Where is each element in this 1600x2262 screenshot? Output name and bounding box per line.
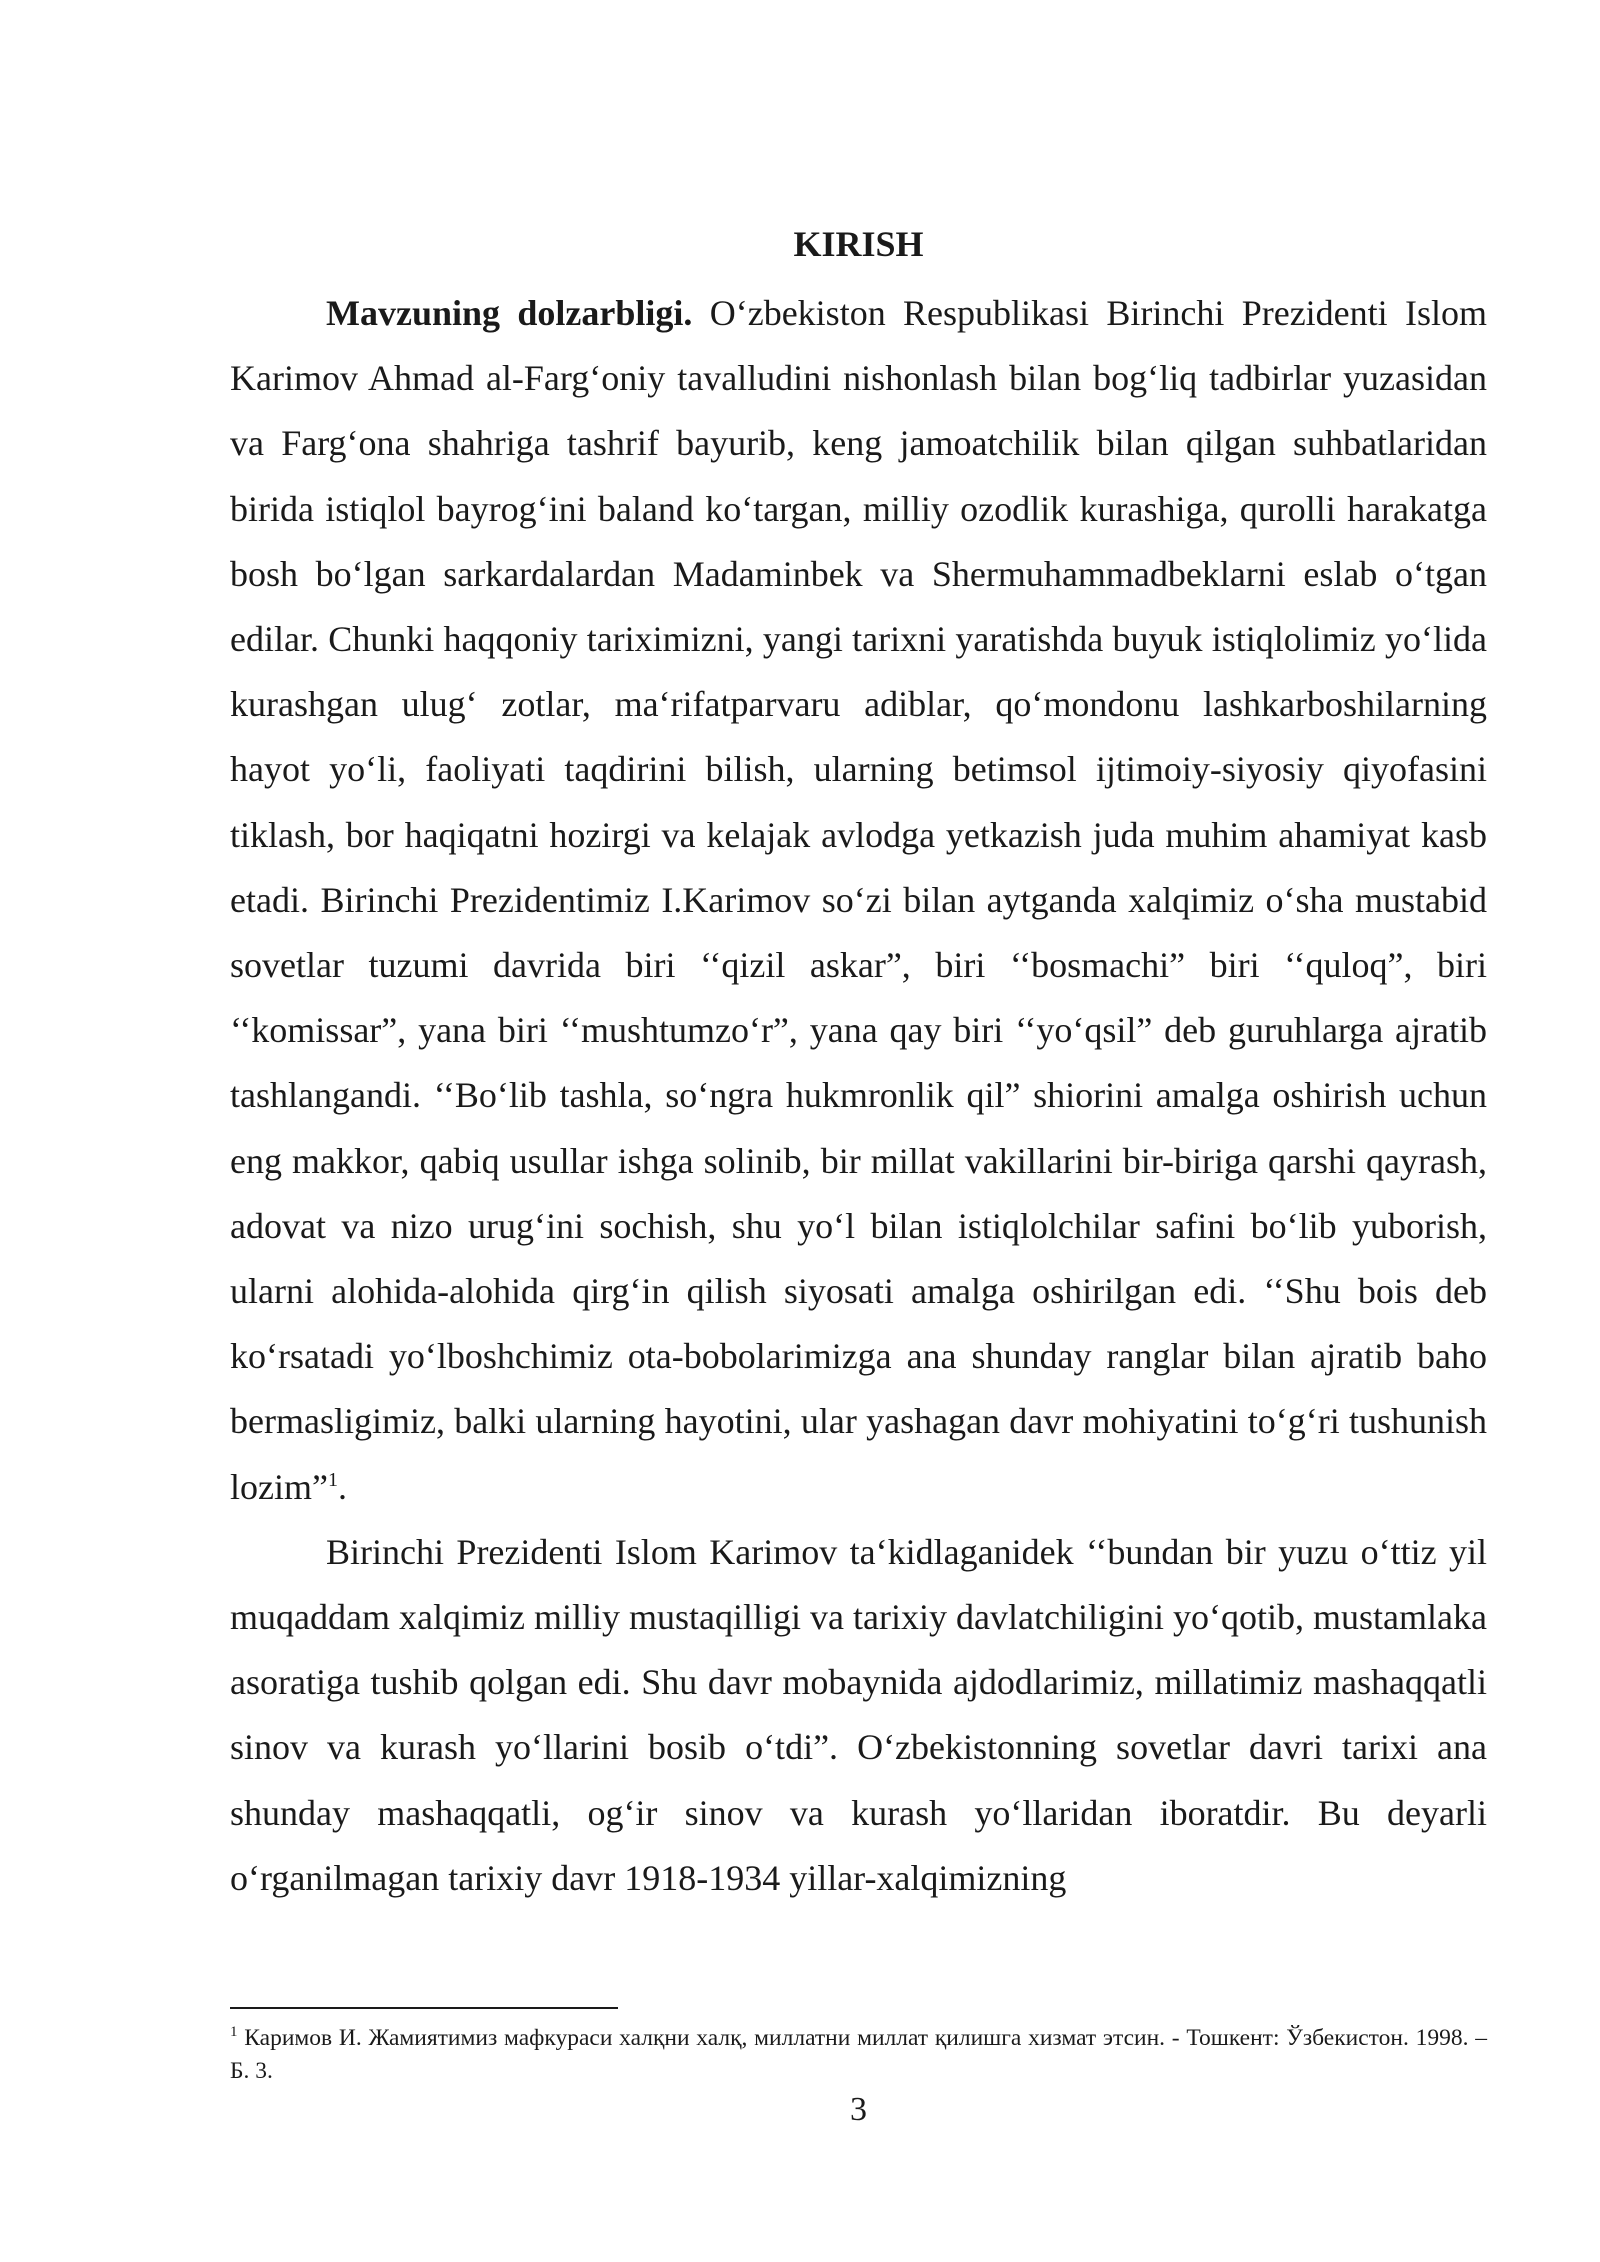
paragraph-2-text: Birinchi Prezidenti Islom Karimov ta‘kidlaganidek ‘‘bundan bir yuzu o‘ttiz yil muqaddam xalqimiz milliy mustaqilligi va tarixiy davlatchiligini yo‘qotib, mustamlaka asoratiga tushib qolgan edi. Shu davr mobaynida ajdodlarimiz, millatimiz mashaqqatli sinov va kurash yo‘llarini bosib o‘tdi”. O‘zbekistonning sovetlar davri tarixi ana shunday mashaqqatli, og‘ir sinov va kurash yo‘llaridan iboratdir. Bu deyarli o‘rganilmagan tarixiy davr 1918-1934 yillar-xalqimizning <box>230 1531 1487 1898</box>
paragraph-lead: Mavzuning dolzarbligi. <box>326 293 693 333</box>
paragraph-1-tail: . <box>337 1466 347 1507</box>
footnote-text: Каримов И. Жамиятимиз мафкураси халқни халқ, миллатни миллат қилишга хизмат этсин. - Тошкент: Ўзбекистон. 1998. – Б. 3. <box>230 2025 1487 2084</box>
footnote-reference[interactable]: 1 <box>327 1468 338 1491</box>
paragraph-1-text: O‘zbekiston Respublikasi Birinchi Prezidenti Islom Karimov Ahmad al-Farg‘oniy tavalludini nishonlash bilan bog‘liq tadbirlar yuzasidan va Farg‘ona shahriga tashrif bayurib, keng jamoatchilik bilan qilgan suhbatlaridan birida istiqlol bayrog‘ini baland ko‘targan, milliy ozodlik kurashiga, qurolli harakatga bosh bo‘lgan sarkardalardan Madaminbek va Shermuhammadbeklarni eslab o‘tgan edilar. Chunki haqqoniy tariximizni, yangi tarixni yaratishda buyuk istiqlolimiz yo‘lida kurashgan ulug‘ zotlar, ma‘rifatparvaru adiblar, qo‘mondonu lashkarboshilarning hayot yo‘li, faoliyati taqdirini bilish, ularning betimsol ijtimoiy-siyosiy qiyofasini tiklash, bor haqiqatni hozirgi va kelajak avlodga yetkazish juda muhim ahamiyat kasb etadi. Birinchi Prezidentimiz I.Karimov so‘zi bilan aytganda xalqimiz o‘sha mustabid sovetlar tuzumi davrida biri ‘‘qizil askar”, biri ‘‘bosmachi” biri ‘‘quloq”, biri ‘‘komissar”, yana biri ‘‘mushtumzo‘r”, yana qay biri ‘‘yo‘qsil” deb guruhlarga ajratib tashlangandi. ‘‘Bo‘lib tashla, so‘ngra hukmronlik qil” shiorini amalga oshirish uchun eng makkor, qabiq usullar ishga solinib, bir millat vakillarini bir-biriga qarshi qayrash, adovat va nizo urug‘ini sochish, shu yo‘l bilan istiqlolchilar safini bo‘lib yuborish, ularni alohida-alohida qirg‘in qilish siyosati amalga oshirilgan edi. ‘‘Shu bois deb ko‘rsatadi yo‘lboshchimiz ota-bobolarimizga ana shunday ranglar bilan ajratib baho bermasligimiz, balki ularning hayotini, ular yashagan davr mohiyatini to‘g‘ri tushunish lozim” <box>230 293 1488 1507</box>
document-page <box>230 0 1487 2262</box>
paragraph-1 <box>230 281 1487 1520</box>
paragraph-2 <box>230 1520 1487 1911</box>
footnote-divider <box>230 2007 618 2009</box>
page-number: 3 <box>850 2091 867 2128</box>
page-title: KIRISH <box>793 224 924 264</box>
body-text <box>230 281 1487 1911</box>
footnote-marker: 1 <box>230 2024 238 2041</box>
footnote <box>230 2022 1487 2088</box>
